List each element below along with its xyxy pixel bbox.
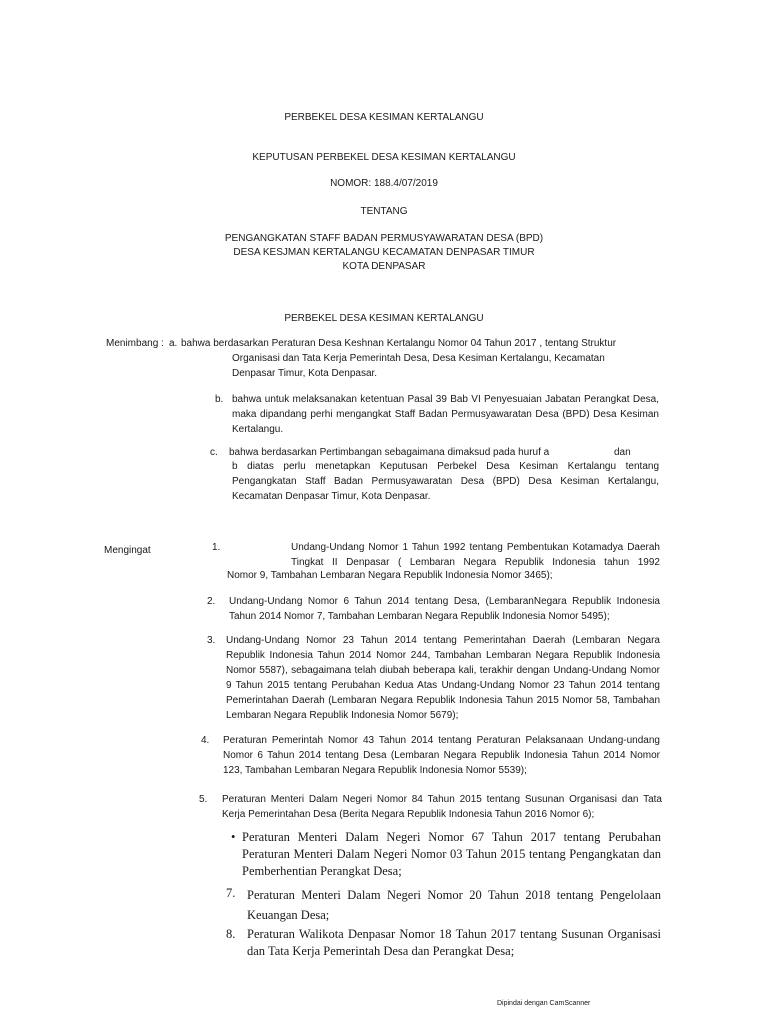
- organization-heading: PERBEKEL DESA KESIMAN KERTALANGU: [284, 112, 484, 123]
- menimbang-c-first-line-end: dan: [614, 447, 631, 458]
- menimbang-a-first-line: bahwa berdasarkan Peraturan Desa Keshnan Kertalangu Nomor 04 Tahun 2017 , tentang Struktur: [181, 338, 617, 349]
- mengingat-item-2-text: Undang-Undang Nomor 6 Tahun 2014 tentang Desa, (LembaranNegara Republik Indonesia Tahun 2014 Nomor 7, Tambahan Lembaran Negara Republik Indonesia Nomor 5495);: [229, 596, 660, 622]
- menimbang-b-marker: b.: [215, 394, 224, 405]
- mengingat-item-6-marker: •: [231, 830, 236, 844]
- mengingat-item-5-text: Peraturan Menteri Dalam Negeri Nomor 84 Tahun 2015 tentang Susunan Organisasi dan Tata Kerja Pemerintahan Desa (Berita Negara Republik Indonesia Tahun 2016 Nomor 6);: [222, 794, 662, 820]
- menimbang-c-first-line: bahwa berdasarkan Pertimbangan sebagaimana dimaksud pada huruf a: [229, 447, 550, 458]
- mengingat-item-7-marker: 7.: [226, 886, 236, 900]
- mengingat-label: Mengingat: [104, 545, 151, 556]
- menimbang-b-text: bahwa untuk melaksanakan ketentuan Pasal 39 Bab VI Penyesuaian Jabatan Perangkat Desa, maka dipandang perhi mengangkat Staff Badan Permusyawaratan Desa (BPD) Desa Kesiman Kertalangu.: [232, 394, 659, 435]
- subject-line-2: DESA KESJMAN KERTALANGU KECAMATAN DENPASAR TIMUR: [233, 247, 535, 258]
- decree-number: NOMOR: 188.4/07/2019: [330, 178, 438, 189]
- mengingat-item-8-marker: 8.: [226, 927, 236, 941]
- menimbang-c-continuation: b diatas perlu menetapkan Keputusan Perbekel Desa Kesiman Kertalangu tentang Pengangkatan Staff Badan Permusyawaratan Desa (BPD) Desa Kesiman Kertalangu, Kecamatan Denpasar Timur, Kota Denpasar.: [232, 461, 659, 502]
- mengingat-item-4-text: Peraturan Pemerintah Nomor 43 Tahun 2014 tentang Peraturan Pelaksanaan Undang-undang Nomor 6 Tahun 2014 tentang Desa (Lembaran Negara Republik Indonesia Tahun 2014 Nomor 123, Tambahan Lembaran Negara Republik Indonesia Nomor 5539);: [223, 735, 660, 776]
- decree-title: KEPUTUSAN PERBEKEL DESA KESIMAN KERTALANGU: [252, 152, 516, 163]
- mengingat-item-6-text: Peraturan Menteri Dalam Negeri Nomor 67 Tahun 2017 tentang Perubahan Peraturan Menteri Dalam Negeri Nomor 03 Tahun 2015 tentang Pengangkatan dan Pemberhentian Perangkat Desa;: [242, 830, 661, 878]
- mengingat-item-3-marker: 3.: [207, 635, 216, 646]
- mengingat-item-1-rest: Nomor 9, Tambahan Lembaran Negara Republik Indonesia Nomor 3465);: [227, 570, 553, 581]
- mengingat-item-3-text: Undang-Undang Nomor 23 Tahun 2014 tentang Pemerintahan Daerah (Lembaran Negara Republik Indonesia Tahun 2014 Nomor 244, Tambahan Lembaran Negara Republik Indonesia Nomor 5587), sebagaimana telah diubah beberapa kali, terakhir dengan Undang-Undang Nomor 9 Tahun 2015 tentang Perubahan Kedua Atas Undang-Undang Nomor 23 Tahun 2014 tentang Pemerintahan Daerah (Lembaran Negara Republik Indonesia Tahun 2015 Nomor 58, Tambahan Lembaran Negara Republik Indonesia Nomor 5679);: [226, 635, 660, 721]
- menimbang-a-marker: a.: [169, 338, 178, 349]
- mengingat-item-8-text: Peraturan Walikota Denpasar Nomor 18 Tahun 2017 tentang Susunan Organisasi dan Tata Kerja Pemerintah Desa dan Perangkat Desa;: [247, 927, 661, 958]
- mengingat-item-1-marker: 1.: [212, 542, 221, 553]
- mengingat-item-4-marker: 4.: [201, 735, 210, 746]
- menimbang-label: Menimbang :: [106, 338, 164, 349]
- about-heading: TENTANG: [360, 206, 408, 217]
- subject-line-1: PENGANGKATAN STAFF BADAN PERMUSYAWARATAN DESA (BPD): [224, 233, 544, 244]
- menimbang-c-marker: c.: [210, 447, 218, 458]
- subject-line-3: KOTA DENPASAR: [342, 261, 426, 272]
- menimbang-a-continuation: Organisasi dan Tata Kerja Pemerintah Desa, Desa Kesiman Kertalangu, Kecamatan Denpasar Timur, Kota Denpasar.: [232, 353, 605, 379]
- mengingat-item-2-marker: 2.: [207, 596, 216, 607]
- scanner-watermark: Dipindai dengan CamScanner: [497, 1000, 591, 1007]
- mengingat-item-1-first-lines: Undang-Undang Nomor 1 Tahun 1992 tentang Pembentukan Kotamadya Daerah Tingkat II Denpasar ( Lembaran Negara Republik Indonesia tahun 1992: [291, 542, 660, 568]
- issuer-heading: PERBEKEL DESA KESIMAN KERTALANGU: [284, 313, 484, 324]
- mengingat-item-7-text: Peraturan Menteri Dalam Negeri Nomor 20 Tahun 2018 tentang Pengelolaan Keuangan Desa;: [247, 888, 661, 922]
- mengingat-item-5-marker: 5.: [199, 794, 208, 805]
